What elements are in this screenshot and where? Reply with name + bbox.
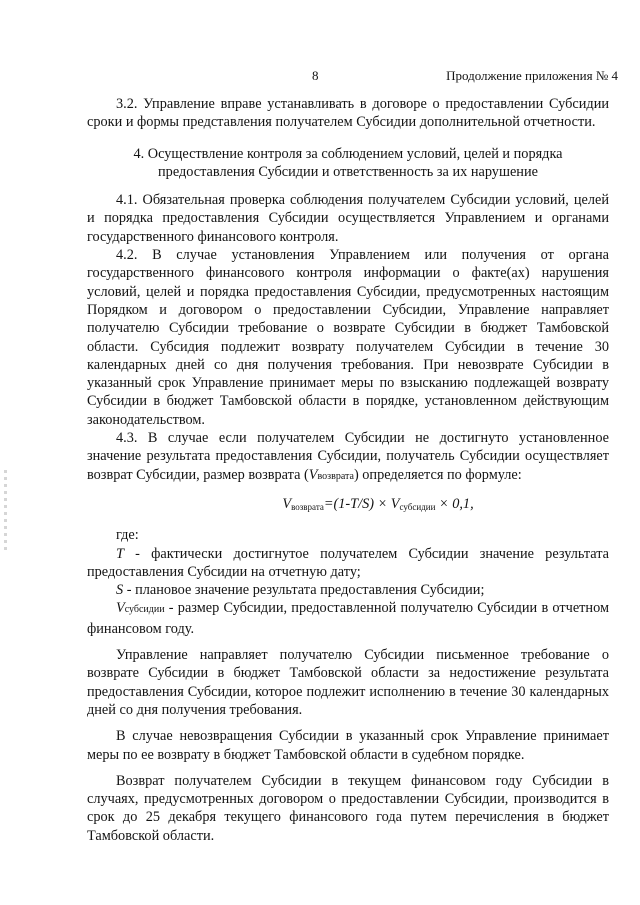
margin-scan-mark <box>4 470 7 550</box>
paragraph-3-2: 3.2. Управление вправе устанавливать в договоре о предоставлении Субсидии сроки и формы представления получателем Субсидии дополнительной отчетности. <box>87 96 609 131</box>
paragraph-current-year: Возврат получателем Субсидии в текущем финансовом году Субсидии в случаях, предусмотренных договором о предоставлении Субсидии, производится в срок до 25 декабря текущего финансового года путем перечисления в бюджет Тамбовской области. <box>87 772 609 844</box>
paragraph-4-3-before: 4.3. В случае если получателем Субсидии не достигнуто установленное значение результата предоставления Субсидии, получатель Субсидии осуществляет возврат Субсидии, размер возврата ( <box>87 430 609 483</box>
formula-end: × 0,1, <box>435 495 474 512</box>
page-number: 8 <box>312 68 319 83</box>
definition-t-text: - фактически достигнутое получателем Субсидии значение результата предоставления Субсидии на отчетную дату; <box>87 545 609 580</box>
appendix-note: Продолжение приложения № 4 <box>446 68 618 83</box>
paragraph-4-1: 4.1. Обязательная проверка соблюдения получателем Субсидии условий, целей и порядка предоставления Субсидии осуществляется Управлением и органами государственного финансового контроля. <box>87 192 609 245</box>
symbol-s: S <box>116 582 124 599</box>
v-return-subscript: возврата <box>317 470 354 482</box>
v-return-symbol: V <box>308 466 318 483</box>
paragraph-4-3-after: ) определяется по формуле: <box>353 466 522 483</box>
paragraph-4-2: 4.2. В случае установления Управлением или получения от органа государственного финансового контроля информации о факте(ах) нарушения условий, целей и порядка предоставления Субсидии, предусмотренных настоящим Порядком и договором о предоставлении Субсидии, Управление направляет получателю Субсидии требование о возврате Субсидии в бюджет Тамбовской области. Субсидия подлежит возврату получателем Субсидии в течение 30 календарных дней со дня получения требования. При невозврате Субсидии в указанный срок Управление принимает меры по взысканию подлежащей возврату Субсидии в бюджет Тамбовской области в порядке, установленном действующим законодательством. <box>87 247 609 428</box>
document-body <box>87 95 609 845</box>
formula-v-return: V <box>282 495 292 512</box>
where-label: где: <box>116 527 139 544</box>
symbol-t: T <box>116 545 124 562</box>
definition-s <box>87 581 609 599</box>
formula-v-return-sub: возврата <box>291 501 324 512</box>
symbol-v-subsidy-sub: субсидии <box>124 604 165 616</box>
paragraph-4-3 <box>87 429 609 486</box>
formula-middle: =(1-T/S) × V <box>323 495 400 512</box>
definition-v-subsidy <box>87 599 609 638</box>
definition-t <box>87 545 609 582</box>
return-formula <box>87 495 609 516</box>
definition-s-text: - плановое значение результата предоставления Субсидии; <box>123 582 485 599</box>
paragraph-nonreturn: В случае невозвращения Субсидии в указанный срок Управление принимает меры по ее возврату в бюджет Тамбовской области в судебном порядке. <box>87 728 609 763</box>
definition-v-subsidy-text: - размер Субсидии, предоставленной получателю Субсидии в отчетном финансовом году. <box>87 600 609 637</box>
paragraph-demand: Управление направляет получателю Субсидии письменное требование о возврате Субсидии в бюджет Тамбовской области за недостижение результата предоставления Субсидии, которое подлежит исполнению в течение 30 календарных дней со дня получения требования. <box>87 647 609 718</box>
formula-v-subsidy-sub: субсидии <box>399 501 436 512</box>
symbol-v-subsidy: V <box>116 600 125 617</box>
section-4-heading: 4. Осуществление контроля за соблюдением условий, целей и порядка предоставления Субсидии и ответственность за их нарушение <box>133 145 563 180</box>
